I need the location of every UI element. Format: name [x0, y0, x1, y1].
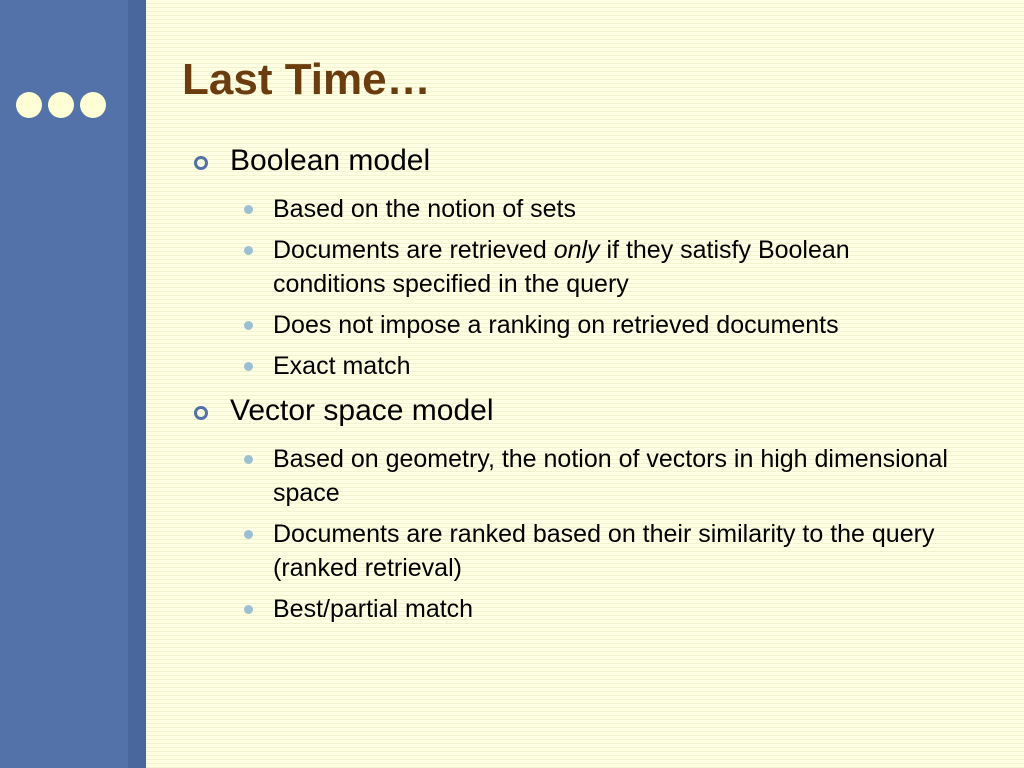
- list-item-text: Based on the notion of sets: [273, 195, 576, 223]
- list-item-emphasis: only: [553, 236, 600, 264]
- slide-title: Last Time…: [182, 55, 431, 104]
- dot-bullet-icon: [244, 605, 253, 614]
- list-item-text: Documents are ranked based on their similarity to the query (ranked retrieval): [273, 520, 935, 582]
- list-item: [190, 233, 953, 301]
- dot-bullet-icon: [244, 205, 253, 214]
- section-heading-text: Vector space model: [230, 394, 494, 427]
- sidebar-stripe: [128, 0, 146, 768]
- list-item-text-before: Documents are retrieved: [273, 236, 554, 264]
- dot-bullet-icon: [244, 321, 253, 330]
- section-boolean-model: [190, 140, 990, 383]
- list-item-text: Does not impose a ranking on retrieved documents: [273, 311, 839, 339]
- dot-icon: [16, 92, 42, 118]
- dot-icon: [48, 92, 74, 118]
- section-heading: [190, 390, 990, 432]
- ring-bullet-icon: [194, 406, 208, 420]
- list-item-text: Based on geometry, the notion of vectors in high dimensional space: [273, 445, 948, 507]
- dot-bullet-icon: [244, 530, 253, 539]
- bullet-list: [190, 192, 990, 383]
- dot-bullet-icon: [244, 455, 253, 464]
- list-item: [190, 192, 953, 226]
- section-heading: [190, 140, 990, 182]
- list-item: [190, 442, 953, 510]
- section-heading-text: Boolean model: [230, 144, 431, 177]
- bullet-list: [190, 442, 990, 626]
- dot-bullet-icon: [244, 246, 253, 255]
- dot-icon: [80, 92, 106, 118]
- decorative-dots: [16, 92, 106, 118]
- list-item: [190, 592, 953, 626]
- dot-bullet-icon: [244, 362, 253, 371]
- list-item: [190, 308, 953, 342]
- section-vector-space-model: [190, 390, 990, 626]
- list-item: [190, 517, 953, 585]
- list-item-text: Best/partial match: [273, 595, 474, 623]
- list-item: [190, 349, 953, 383]
- ring-bullet-icon: [194, 156, 208, 170]
- slide-content: [190, 140, 990, 633]
- list-item-text: Exact match: [273, 352, 411, 380]
- list-item-text-after: if they satisfy Boolean conditions specified in the query: [273, 236, 850, 298]
